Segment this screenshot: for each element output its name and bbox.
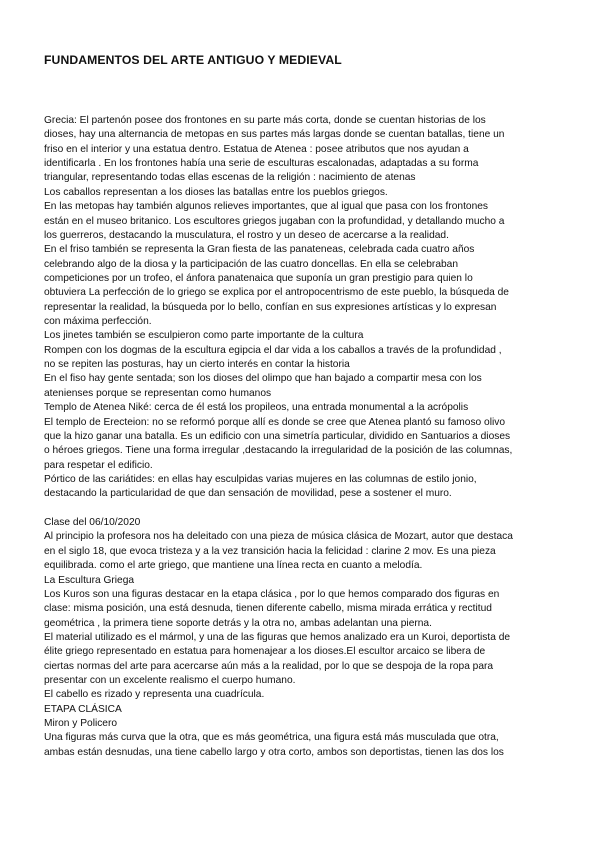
text-line: celebrando algo de la diosa y la participación de las cuatro doncellas. En ella se celebraban [44,258,458,270]
text-line: están en el museo britanico. Los escultores griegos jugaban con la profundidad, y detallando mucho a [44,215,505,227]
text-line: en el siglo 18, que evoca tristeza y a la vez transición hacia la felicidad : clarine 2 mov. Es una pieza [44,545,496,557]
text-line: identificarla . En los frontones había una serie de esculturas escalonadas, adaptadas a su forma [44,158,479,170]
text-line: Los jinetes también se esculpieron como parte importante de la cultura [44,330,364,342]
text-line: no se repiten las posturas, hay un cierto interés en contar la historia [44,359,350,371]
document-body [44,114,564,760]
text-line: ambas están desnudas, una tiene cabello largo y otra corto, ambos son deportistas, tienen las dos los [44,746,504,758]
text-line: o héroes griegos. Tiene una forma irregular ,destacando la irregularidad de la posición de las columnas, [44,445,513,457]
text-line: ETAPA CLÁSICA [44,703,122,715]
text-line: que la hizo ganar una batalla. Es un edificio con una simetría particular, dividido en Santuarios a dioses [44,430,511,442]
text-line: ciertas normas del arte para acercarse aún más a la realidad, por lo que se despoja de la ropa para [44,660,494,672]
text-line: triangular, representando todas ellas escenas de la religión : nacimiento de atenas [44,172,416,184]
text-line: los guerreros, destacando la musculatura, el rostro y un deseo de acercarse a la realidad. [44,229,449,241]
text-line: equilibrada. como el arte griego, que mantiene una línea recta en cuanto a melodía. [44,560,423,572]
text-line: Los caballos representan a los dioses las batallas entre los pueblos griegos. [44,186,388,198]
blank-line [44,502,564,516]
text-line: con máxima perfección. [44,316,152,328]
text-line: El material utilizado es el mármol, y una de las figuras que hemos analizado era un Kuroi, deportista de [44,631,511,643]
text-line: presentar con un excelente realismo el cuerpo humano. [44,675,296,687]
text-line: La Escultura Griega [44,574,135,586]
text-line: Los Kuros son una figuras destacar en la etapa clásica , por lo que hemos comparado dos figuras en [44,588,500,600]
text-line: friso en el interior y una estatua dentro. Estatua de Atenea : posee atributos que nos ayudan a [44,143,469,155]
text-line: competiciones por un trofeo, el ánfora panatenaica que suponía un gran prestigio para quien lo [44,272,473,284]
text-line: dioses, hay una alternancia de metopas en sus partes más largas donde se cuentan batallas, tiene un [44,129,505,141]
text-line: Templo de Atenea Niké: cerca de él está los propileos, una entrada monumental a la acrópolis [44,402,469,414]
text-line: Clase del 06/10/2020 [44,517,141,529]
text-line: élite griego representado en estatua para homenajear a los dioses.El escultor arcaico se libera de [44,646,486,658]
text-line: obtuviera La perfección de lo griego se explica por el antropocentrismo de este pueblo, la búsqueda de [44,287,509,299]
text-line: En el fiso hay gente sentada; son los dioses del olimpo que han bajado a compartir mesa con los [44,373,482,385]
text-line: para respetar el edificio. [44,459,153,471]
text-line: El templo de Erecteion: no se reformó porque allí es donde se cree que Atenea plantó su famoso olivo [44,416,505,428]
text-line: Grecia: El partenón posee dos frontones en su parte más corta, donde se cuentan historias de los [44,115,486,126]
text-line: El cabello es rizado y representa una cuadrícula. [44,689,265,701]
text-line: geométrica , la primera tiene soporte detrás y la otra no, ambas adelantan una pierna. [44,617,432,629]
text-line: Rompen con los dogmas de la escultura egipcia el dar vida a los caballos a través de la profundidad , [44,344,502,356]
text-line: En las metopas hay también algunos relieves importantes, que al igual que pasa con los frontones [44,201,488,213]
text-line: Al principio la profesora nos ha deleitado con una pieza de música clásica de Mozart, autor que destaca [44,531,513,543]
text-line: representar la realidad, la búsqueda por lo bello, confían en sus expresiones artísticas y lo expresan [44,301,497,313]
document-title: FUNDAMENTOS DEL ARTE ANTIGUO Y MEDIEVAL [44,53,342,67]
text-line: destacando la particularidad de que dan sensación de movilidad, pese a sostener el muro. [44,488,452,500]
text-line: Pórtico de las cariátides: en ellas hay esculpidas varias mujeres en las columnas de estilo jonio, [44,473,477,485]
text-line: atenienses porque se representan como humanos [44,387,272,399]
text-line: En el friso también se representa la Gran fiesta de las panateneas, celebrada cada cuatro años [44,244,475,256]
text-line: Una figuras más curva que la otra, que es más geométrica, una figura está más musculada que otra, [44,732,499,744]
text-line: clase: misma posición, una está desnuda, tienen diferente cabello, misma mirada errática y rectitud [44,603,492,615]
text-line: Miron y Policero [44,718,118,730]
